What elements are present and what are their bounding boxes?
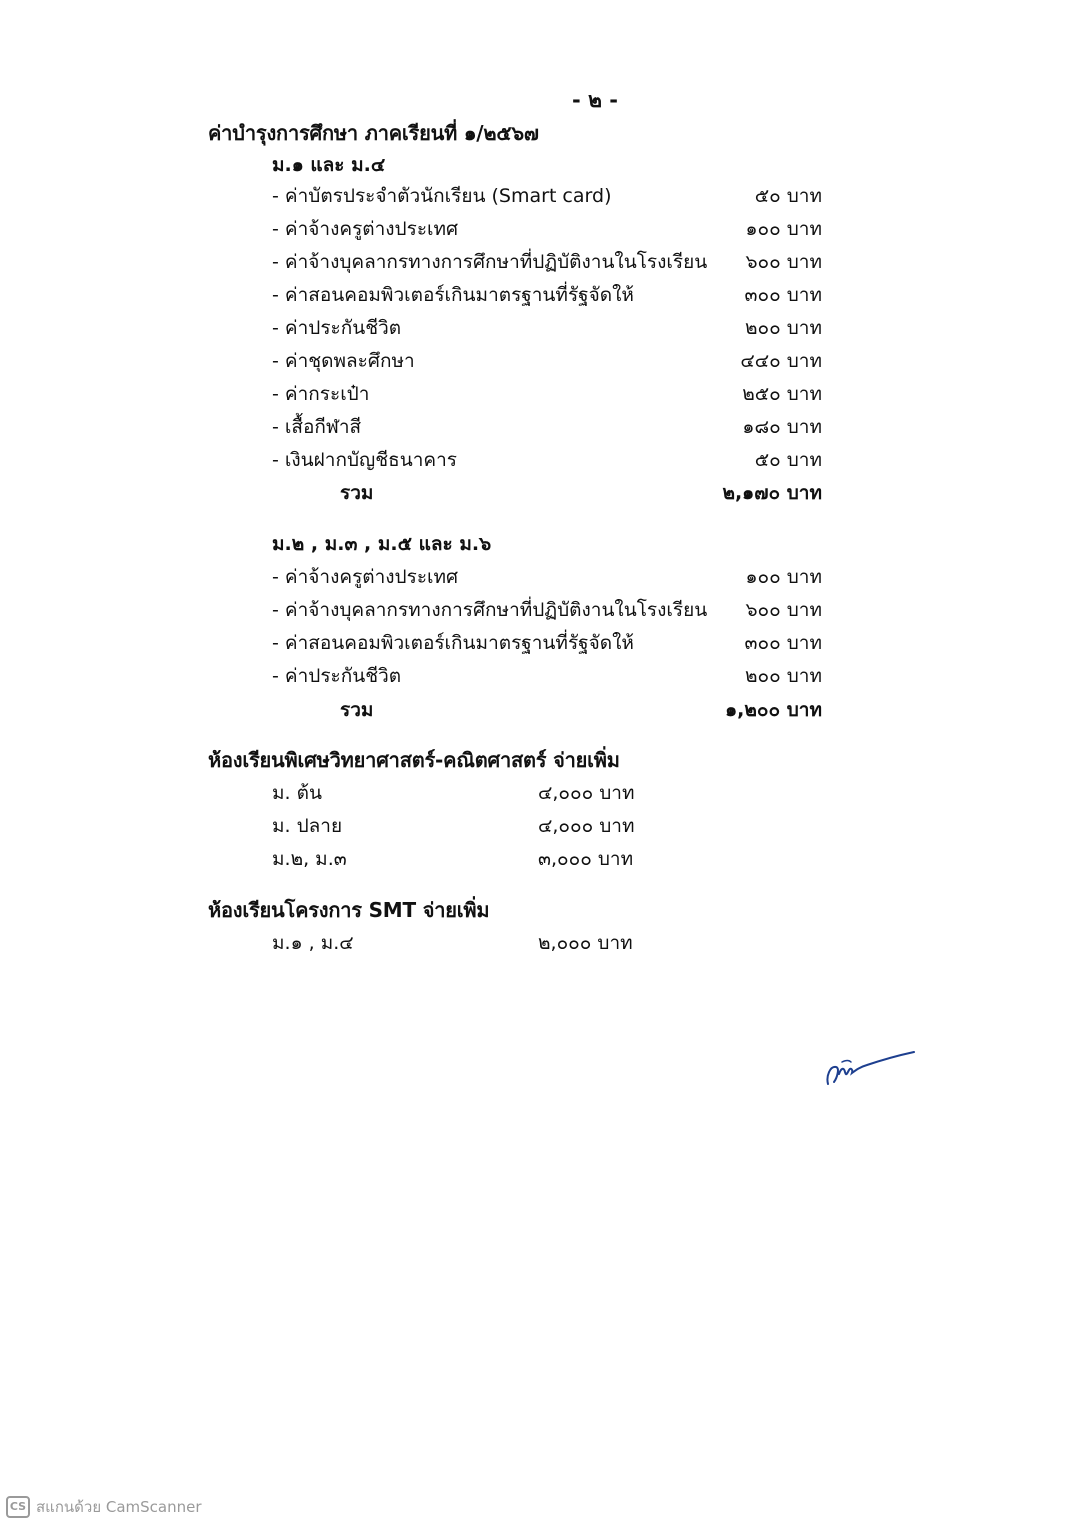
page-number: - ๒ - [572,88,618,112]
extra-amount: ๔,๐๐๐ บาท [538,782,635,804]
fee-label: - ค่าสอนคอมพิวเตอร์เกินมาตรฐานที่รัฐจัดให้ [272,284,634,306]
fee-amount: ๖๐๐ บาท [745,599,822,621]
extra-amount: ๔,๐๐๐ บาท [538,815,635,837]
fee-row [272,661,822,691]
fee-amount: ๑๐๐ บาท [745,218,822,240]
signature-icon [822,1040,922,1090]
fee-amount: ๑๐๐ บาท [745,566,822,588]
fee-amount: ๒๐๐ บาท [744,665,822,687]
group-b-heading: ม.๒ , ม.๓ , ม.๕ และ ม.๖ [272,533,492,555]
fee-label: - ค่าจ้างบุคลากรทางการศึกษาที่ปฏิบัติงานในโรงเรียน [272,251,708,273]
fee-label: - ค่าชุดพละศึกษา [272,350,415,372]
total-label: รวม [340,482,374,504]
fee-amount: ๓๐๐ บาท [744,632,822,654]
fee-label: - ค่าจ้างครูต่างประเทศ [272,218,459,240]
group-b-total-row [272,695,822,725]
watermark-text: สแกนด้วย CamScanner [36,1498,202,1516]
fee-label: - ค่ากระเป๋า [272,383,370,405]
fee-label: - ค่าบัตรประจำตัวนักเรียน (Smart card) [272,185,612,207]
fee-label: - ค่าจ้างครูต่างประเทศ [272,566,459,588]
fee-row [272,181,822,211]
fee-amount: ๖๐๐ บาท [745,251,822,273]
total-amount: ๒,๑๗๐ บาท [722,482,822,504]
fee-label: - เงินฝากบัญชีธนาคาร [272,449,457,471]
smt-heading: ห้องเรียนโครงการ SMT จ่ายเพิ่ม [208,898,490,922]
fee-row [272,280,822,310]
fee-row [272,247,822,277]
sci-math-heading: ห้องเรียนพิเศษวิทยาศาสตร์-คณิตศาสตร์ จ่ายเพิ่ม [208,748,620,772]
group-a-heading: ม.๑ และ ม.๔ [272,154,386,176]
fee-amount: ๒๕๐ บาท [742,383,822,405]
total-label: รวม [340,699,374,721]
fee-row [272,313,822,343]
page-title: ค่าบำรุงการศึกษา ภาคเรียนที่ ๑/๒๕๖๗ [208,121,539,145]
fee-amount: ๔๔๐ บาท [740,350,822,372]
extra-amount: ๓,๐๐๐ บาท [538,848,634,870]
camscanner-logo-icon: CS [6,1496,30,1518]
sci-math-row [272,844,642,874]
sci-math-row [272,811,642,841]
fee-row [272,628,822,658]
fee-label: - ค่าจ้างบุคลากรทางการศึกษาที่ปฏิบัติงานในโรงเรียน [272,599,708,621]
level-label: ม.๑ , ม.๔ [272,932,354,954]
fee-label: - ค่าประกันชีวิต [272,665,402,687]
fee-amount: ๒๐๐ บาท [744,317,822,339]
fee-row [272,445,822,475]
fee-amount: ๕๐ บาท [754,185,822,207]
fee-amount: ๕๐ บาท [754,449,822,471]
extra-amount: ๒,๐๐๐ บาท [538,932,633,954]
level-label: ม. ต้น [272,782,322,804]
fee-amount: ๑๘๐ บาท [742,416,822,438]
fee-row [272,562,822,592]
fee-row [272,346,822,376]
fee-label: - ค่าประกันชีวิต [272,317,402,339]
fee-row [272,595,822,625]
group-a-total-row [272,478,822,508]
level-label: ม. ปลาย [272,815,343,837]
camscanner-watermark [6,1494,202,1520]
level-label: ม.๒, ม.๓ [272,848,347,870]
fee-amount: ๓๐๐ บาท [744,284,822,306]
fee-row [272,214,822,244]
total-amount: ๑,๒๐๐ บาท [725,699,822,721]
smt-row [272,928,642,958]
fee-label: - ค่าสอนคอมพิวเตอร์เกินมาตรฐานที่รัฐจัดให้ [272,632,634,654]
fee-row [272,379,822,409]
fee-row [272,412,822,442]
sci-math-row [272,778,642,808]
fee-label: - เสื้อกีฬาสี [272,416,362,438]
